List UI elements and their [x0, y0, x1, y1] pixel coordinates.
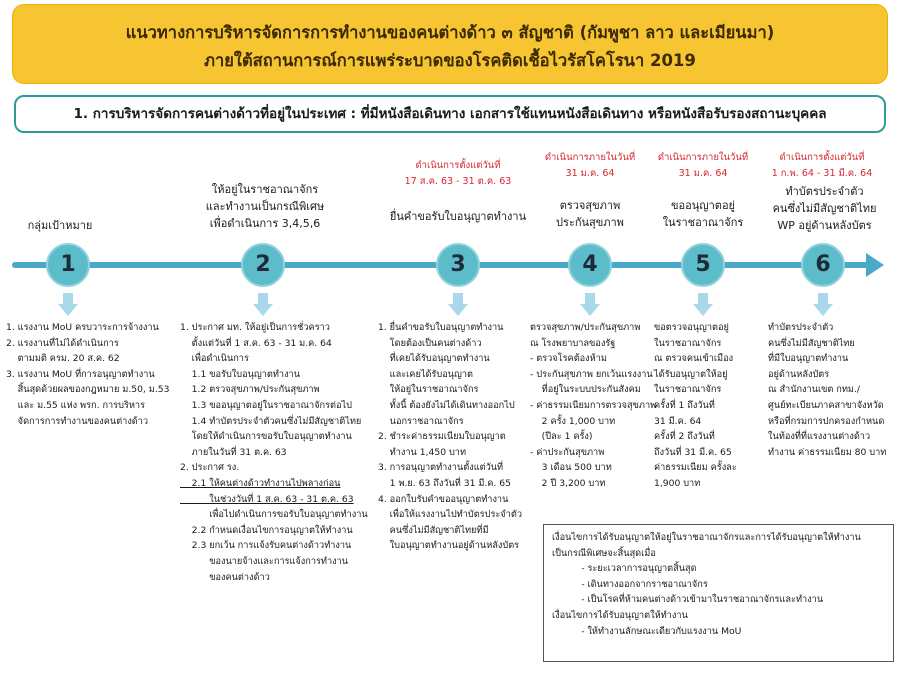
down-arrow-icon — [580, 293, 600, 317]
down-arrow-icon — [58, 293, 78, 317]
label-line: กลุ่มเป้าหมาย — [27, 219, 93, 232]
deadline-line: 17 ส.ค. 63 - 31 ต.ค. 63 — [404, 176, 512, 187]
label-line: ในราชอาณาจักร — [662, 216, 744, 229]
detail-line: - ค่าประกันสุขภาพ — [530, 446, 605, 458]
detail-line: ณ สำนักงานเขต กทม./ — [768, 384, 860, 396]
label-line: ขออนุญาตอยู่ — [671, 199, 735, 212]
step-3-details — [378, 320, 522, 554]
detail-line: 3. แรงงาน MoU ที่การอนุญาตทำงาน — [6, 368, 155, 380]
detail-line: 31 มี.ค. 64 — [654, 415, 702, 427]
detail-line: โดยต้องเป็นคนต่างด้าว — [378, 337, 482, 349]
deadline-line: 1 ก.พ. 64 - 31 มี.ค. 64 — [771, 168, 873, 179]
detail-line: ค่าธรรมเนียม ครั้งละ — [654, 462, 737, 474]
step-1-circle: 1 — [46, 243, 90, 287]
step-3-deadline — [388, 158, 528, 190]
detail-line: 1,900 บาท — [654, 477, 701, 489]
detail-line: ทั้งนี้ ต้องยังไม่ได้เดินทางออกไป — [378, 399, 515, 411]
detail-line: ในราชอาณาจักร — [654, 337, 722, 349]
step-5-details — [654, 320, 737, 492]
condition-line: เงื่อนไขการได้รับอนุญาตให้ทำงาน — [552, 609, 688, 621]
detail-line: 1. ยื่นคำขอรับใบอนุญาตทำงาน — [378, 322, 504, 333]
detail-line: ในท้องที่ที่แรงงานต่างด้าว — [768, 431, 871, 443]
detail-line: ตามมติ ครม. 20 ส.ค. 62 — [6, 353, 120, 365]
detail-line: ขอตรวจอนุญาตอยู่ — [654, 322, 729, 333]
detail-line: ศูนย์ทะเบียนภาคสาขาจังหวัด — [768, 399, 884, 411]
timeline-arrow-icon — [866, 253, 884, 277]
deadline-line: 31 ม.ค. 64 — [565, 168, 615, 179]
step-4-deadline — [525, 150, 655, 182]
detail-line: ทำงาน 1,450 บาท — [378, 446, 467, 458]
detail-line: ที่มีใบอนุญาตทำงาน — [768, 353, 849, 365]
detail-line: 2 ครั้ง 1,000 บาท — [530, 415, 616, 427]
step-4-details — [530, 320, 656, 492]
detail-line: และเคยได้รับอนุญาต — [378, 368, 473, 380]
down-arrow-icon — [253, 293, 273, 317]
detail-line: 1. แรงงาน MoU ครบวาระการจ้างงาน — [6, 322, 159, 333]
label-line: ประกันสุขภาพ — [556, 216, 624, 229]
deadline-line: 31 ม.ค. 64 — [678, 168, 728, 179]
deadline-line: ดำเนินการภายในวันที่ — [657, 152, 749, 163]
step-1-details — [6, 320, 169, 429]
label-line: และทำงานเป็นกรณีพิเศษ — [205, 200, 325, 213]
detail-line: (ปีละ 1 ครั้ง) — [530, 431, 593, 443]
detail-line: 1. ประกาศ มท. ให้อยู่เป็นการชั่วคราว — [180, 322, 330, 333]
detail-line: ณ โรงพยาบาลของรัฐ — [530, 337, 616, 349]
step-6-label — [757, 183, 892, 234]
label-line: คนซึ่งไม่มีสัญชาติไทย — [772, 202, 877, 215]
detail-line: 1.1 ขอรับใบอนุญาตทำงาน — [180, 368, 300, 380]
detail-line: ที่อยู่ในระบบประกันสังคม — [530, 384, 641, 396]
deadline-line: ดำเนินการตั้งแต่วันที่ — [415, 160, 501, 171]
detail-line: 3. การอนุญาตทำงานตั้งแต่วันที่ — [378, 462, 504, 474]
detail-line: หรือที่กรมการปกครองกำหนด — [768, 415, 885, 427]
detail-line: ของนายจ้างและการแจ้งการทำงาน — [180, 555, 349, 567]
detail-line: 1.2 ตรวจสุขภาพ/ประกันสุขภาพ — [180, 384, 320, 396]
detail-line: เพื่อไปดำเนินการขอรับใบอนุญาตทำงาน — [180, 509, 368, 521]
condition-line: - ให้ทำงานลักษณะเดียวกับแรงงาน MoU — [552, 625, 742, 637]
condition-line: เงื่อนไขการได้รับอนุญาตให้อยู่ในราชอาณาจักรและการได้รับอนุญาตให้ทำงาน — [552, 532, 861, 543]
detail-line: 2. ชำระค่าธรรมเนียมใบอนุญาต — [378, 431, 506, 443]
step-2-details — [180, 320, 368, 585]
down-arrow-icon — [448, 293, 468, 317]
label-line: ทำบัตรประจำตัว — [785, 185, 864, 198]
step-2-circle: 2 — [241, 243, 285, 287]
deadline-line: ดำเนินการภายในวันที่ — [544, 152, 636, 163]
deadline-line: ดำเนินการตั้งแต่วันที่ — [779, 152, 865, 163]
condition-line: เป็นกรณีพิเศษจะสิ้นสุดเมื่อ — [552, 547, 656, 559]
detail-line: 2.2 กำหนดเงื่อนไขการอนุญาตให้ทำงาน — [180, 524, 353, 536]
detail-line: 2. ประกาศ รง. — [180, 462, 240, 474]
detail-line: 1 พ.ย. 63 ถึงวันที่ 31 มี.ค. 65 — [378, 477, 511, 489]
step-6-deadline — [752, 150, 892, 182]
condition-line: - เดินทางออกจากราชอาณาจักร — [552, 578, 708, 590]
detail-line: ภายในวันที่ 31 ต.ค. 63 — [180, 446, 287, 458]
step-6-circle: 6 — [801, 243, 845, 287]
detail-line: ใบอนุญาตทำงานอยู่ด้านหลังบัตร — [378, 540, 520, 552]
step-2-label — [185, 181, 345, 232]
detail-line: - ค่าธรรมเนียมการตรวจสุขภาพ — [530, 399, 657, 411]
detail-line: ครั้งที่ 1 ถึงวันที่ — [654, 399, 715, 411]
detail-line: ของคนต่างด้าว — [180, 571, 270, 583]
condition-line: - เป็นโรคที่ห้ามคนต่างด้าวเข้ามาในราชอาณาจักรและทำงาน — [552, 594, 824, 606]
down-arrow-icon — [693, 293, 713, 317]
detail-line: สิ้นสุดด้วยผลของกฎหมาย ม.50, ม.53 — [6, 384, 170, 396]
detail-line: เพื่อให้แรงงานไปทำบัตรประจำตัว — [378, 509, 522, 521]
step-1-label — [10, 217, 110, 234]
header-banner — [12, 4, 888, 84]
header-title-line2: ภายใต้สถานการณ์การแพร่ระบาดของโรคติดเชื้อไวรัสโคโรนา 2019 — [204, 51, 696, 70]
header-title-line1: แนวทางการบริหารจัดการการทำงานของคนต่างด้าว ๓ สัญชาติ (กัมพูชา ลาว และเมียนมา) — [125, 23, 775, 42]
detail-line: 1.3 ขออนุญาตอยู่ในราชอาณาจักรต่อไป — [180, 399, 352, 411]
detail-line: และ ม.55 แห่ง พรก. การบริหาร — [6, 399, 146, 411]
label-line: ยื่นคำขอรับใบอนุญาตทำงาน — [389, 210, 527, 223]
detail-line: 2 ปี 3,200 บาท — [530, 477, 606, 489]
detail-line: คนซึ่งไม่มีสัญชาติไทย — [768, 337, 855, 349]
label-line: WP อยู่ด้านหลังบัตร — [777, 219, 872, 232]
detail-line: 3 เดือน 500 บาท — [530, 462, 612, 474]
label-line: ให้อยู่ในราชอาณาจักร — [211, 183, 319, 196]
detail-line: นอกราชอาณาจักร — [378, 415, 464, 427]
step-3-label — [378, 208, 538, 225]
step-5-circle: 5 — [681, 243, 725, 287]
step-3-circle: 3 — [436, 243, 480, 287]
step-5-deadline — [638, 150, 768, 182]
detail-line: 2. แรงงานที่ไม่ได้ดำเนินการ — [6, 337, 119, 349]
detail-line: ตั้งแต่วันที่ 1 ส.ค. 63 - 31 ม.ค. 64 — [180, 337, 332, 349]
step-4-label — [530, 197, 650, 231]
detail-line: ให้อยู่ในราชอาณาจักร — [378, 384, 479, 396]
detail-line: - ตรวจโรคต้องห้าม — [530, 353, 607, 365]
detail-line: ได้รับอนุญาตให้อยู่ — [654, 368, 728, 380]
section-title: 1. การบริหารจัดการคนต่างด้าวที่อยู่ในประเทศ : ที่มีหนังสือเดินทาง เอกสารใช้แทนหนังสือเดินทาง หรือหนังสือรับรองสถานะบุคคล — [14, 95, 886, 133]
label-line: ตรวจสุขภาพ — [559, 199, 621, 212]
detail-line: ณ ตรวจคนเข้าเมือง — [654, 353, 734, 365]
detail-line: โดยให้ดำเนินการขอรับใบอนุญาตทำงาน — [180, 431, 352, 443]
label-line: เพื่อดำเนินการ 3,4,5,6 — [209, 217, 321, 230]
detail-line: จัดการการทำงานของคนต่างด้าว — [6, 415, 149, 427]
detail-line: ในช่วงวันที่ 1 ส.ค. 63 - 31 ต.ค. 63 — [180, 493, 354, 505]
detail-line: อยู่ด้านหลังบัตร — [768, 368, 830, 380]
down-arrow-icon — [813, 293, 833, 317]
detail-line: ทำงาน ค่าธรรมเนียม 80 บาท — [768, 446, 887, 458]
detail-line: 4. ออกใบรับคำขออนุญาตทำงาน — [378, 493, 509, 505]
step-5-label — [643, 197, 763, 231]
detail-line: 1.4 ทำบัตรประจำตัวคนซึ่งไม่มีสัญชาติไทย — [180, 415, 362, 427]
conditions-box — [543, 524, 894, 662]
detail-line: 2.1 ให้คนต่างด้าวทำงานไปพลางก่อน — [180, 477, 341, 489]
detail-line: 2.3 ยกเว้น การแจ้งรับคนต่างด้าวทำงาน — [180, 540, 352, 552]
condition-line: - ระยะเวลาการอนุญาตสิ้นสุด — [552, 563, 697, 575]
step-6-details — [768, 320, 886, 460]
detail-line: ครั้งที่ 2 ถึงวันที่ — [654, 431, 715, 443]
detail-line: ที่เคยได้รับอนุญาตทำงาน — [378, 353, 490, 365]
detail-line: เพื่อดำเนินการ — [180, 353, 249, 365]
detail-line: ในราชอาณาจักร — [654, 384, 722, 396]
detail-line: ทำบัตรประจำตัว — [768, 322, 834, 333]
detail-line: คนซึ่งไม่มีสัญชาติไทยที่มี — [378, 524, 489, 536]
detail-line: ตรวจสุขภาพ/ประกันสุขภาพ — [530, 322, 641, 333]
step-4-circle: 4 — [568, 243, 612, 287]
detail-line: - ประกันสุขภาพ ยกเว้นแรงงาน — [530, 368, 653, 380]
detail-line: ถึงวันที่ 31 มี.ค. 65 — [654, 446, 732, 458]
